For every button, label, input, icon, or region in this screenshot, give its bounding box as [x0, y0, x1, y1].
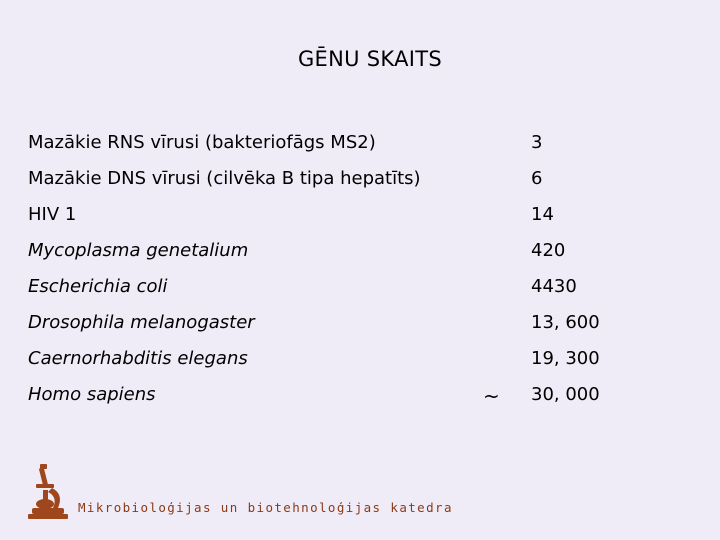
list-item	[28, 312, 708, 348]
organism-name: HIV 1	[28, 204, 77, 225]
gene-count: 13, 600	[531, 312, 600, 333]
department-name: Mikrobioloģijas un biotehnoloģijas katedra	[78, 500, 453, 515]
gene-count: 3	[531, 132, 543, 153]
organism-name: Caernorhabditis elegans	[28, 348, 248, 369]
gene-count-list	[28, 132, 708, 420]
list-item	[28, 168, 708, 204]
footer	[26, 462, 453, 522]
gene-count: 30, 000	[531, 384, 600, 405]
organism-name: Homo sapiens	[28, 384, 156, 405]
gene-count: 14	[531, 204, 554, 225]
gene-count: 420	[531, 240, 566, 261]
list-item	[28, 276, 708, 312]
gene-count: 6	[531, 168, 543, 189]
organism-name: Mazākie DNS vīrusi (cilvēka B tipa hepatīts)	[28, 168, 421, 189]
slide-title: GĒNU SKAITS	[297, 47, 443, 71]
organism-name: Mazākie RNS vīrusi (bakteriofāgs MS2)	[28, 132, 376, 153]
microscope-icon	[26, 462, 70, 522]
list-item	[28, 240, 708, 276]
gene-count: 19, 300	[531, 348, 600, 369]
organism-name: Escherichia coli	[28, 276, 168, 297]
list-item	[28, 132, 708, 168]
gene-count: 4430	[531, 276, 577, 297]
list-item	[28, 348, 708, 384]
organism-name: Drosophila melanogaster	[28, 312, 255, 333]
approx-symbol: ~	[483, 384, 500, 408]
list-item	[28, 204, 708, 240]
list-item	[28, 384, 708, 420]
organism-name: Mycoplasma genetalium	[28, 240, 249, 261]
